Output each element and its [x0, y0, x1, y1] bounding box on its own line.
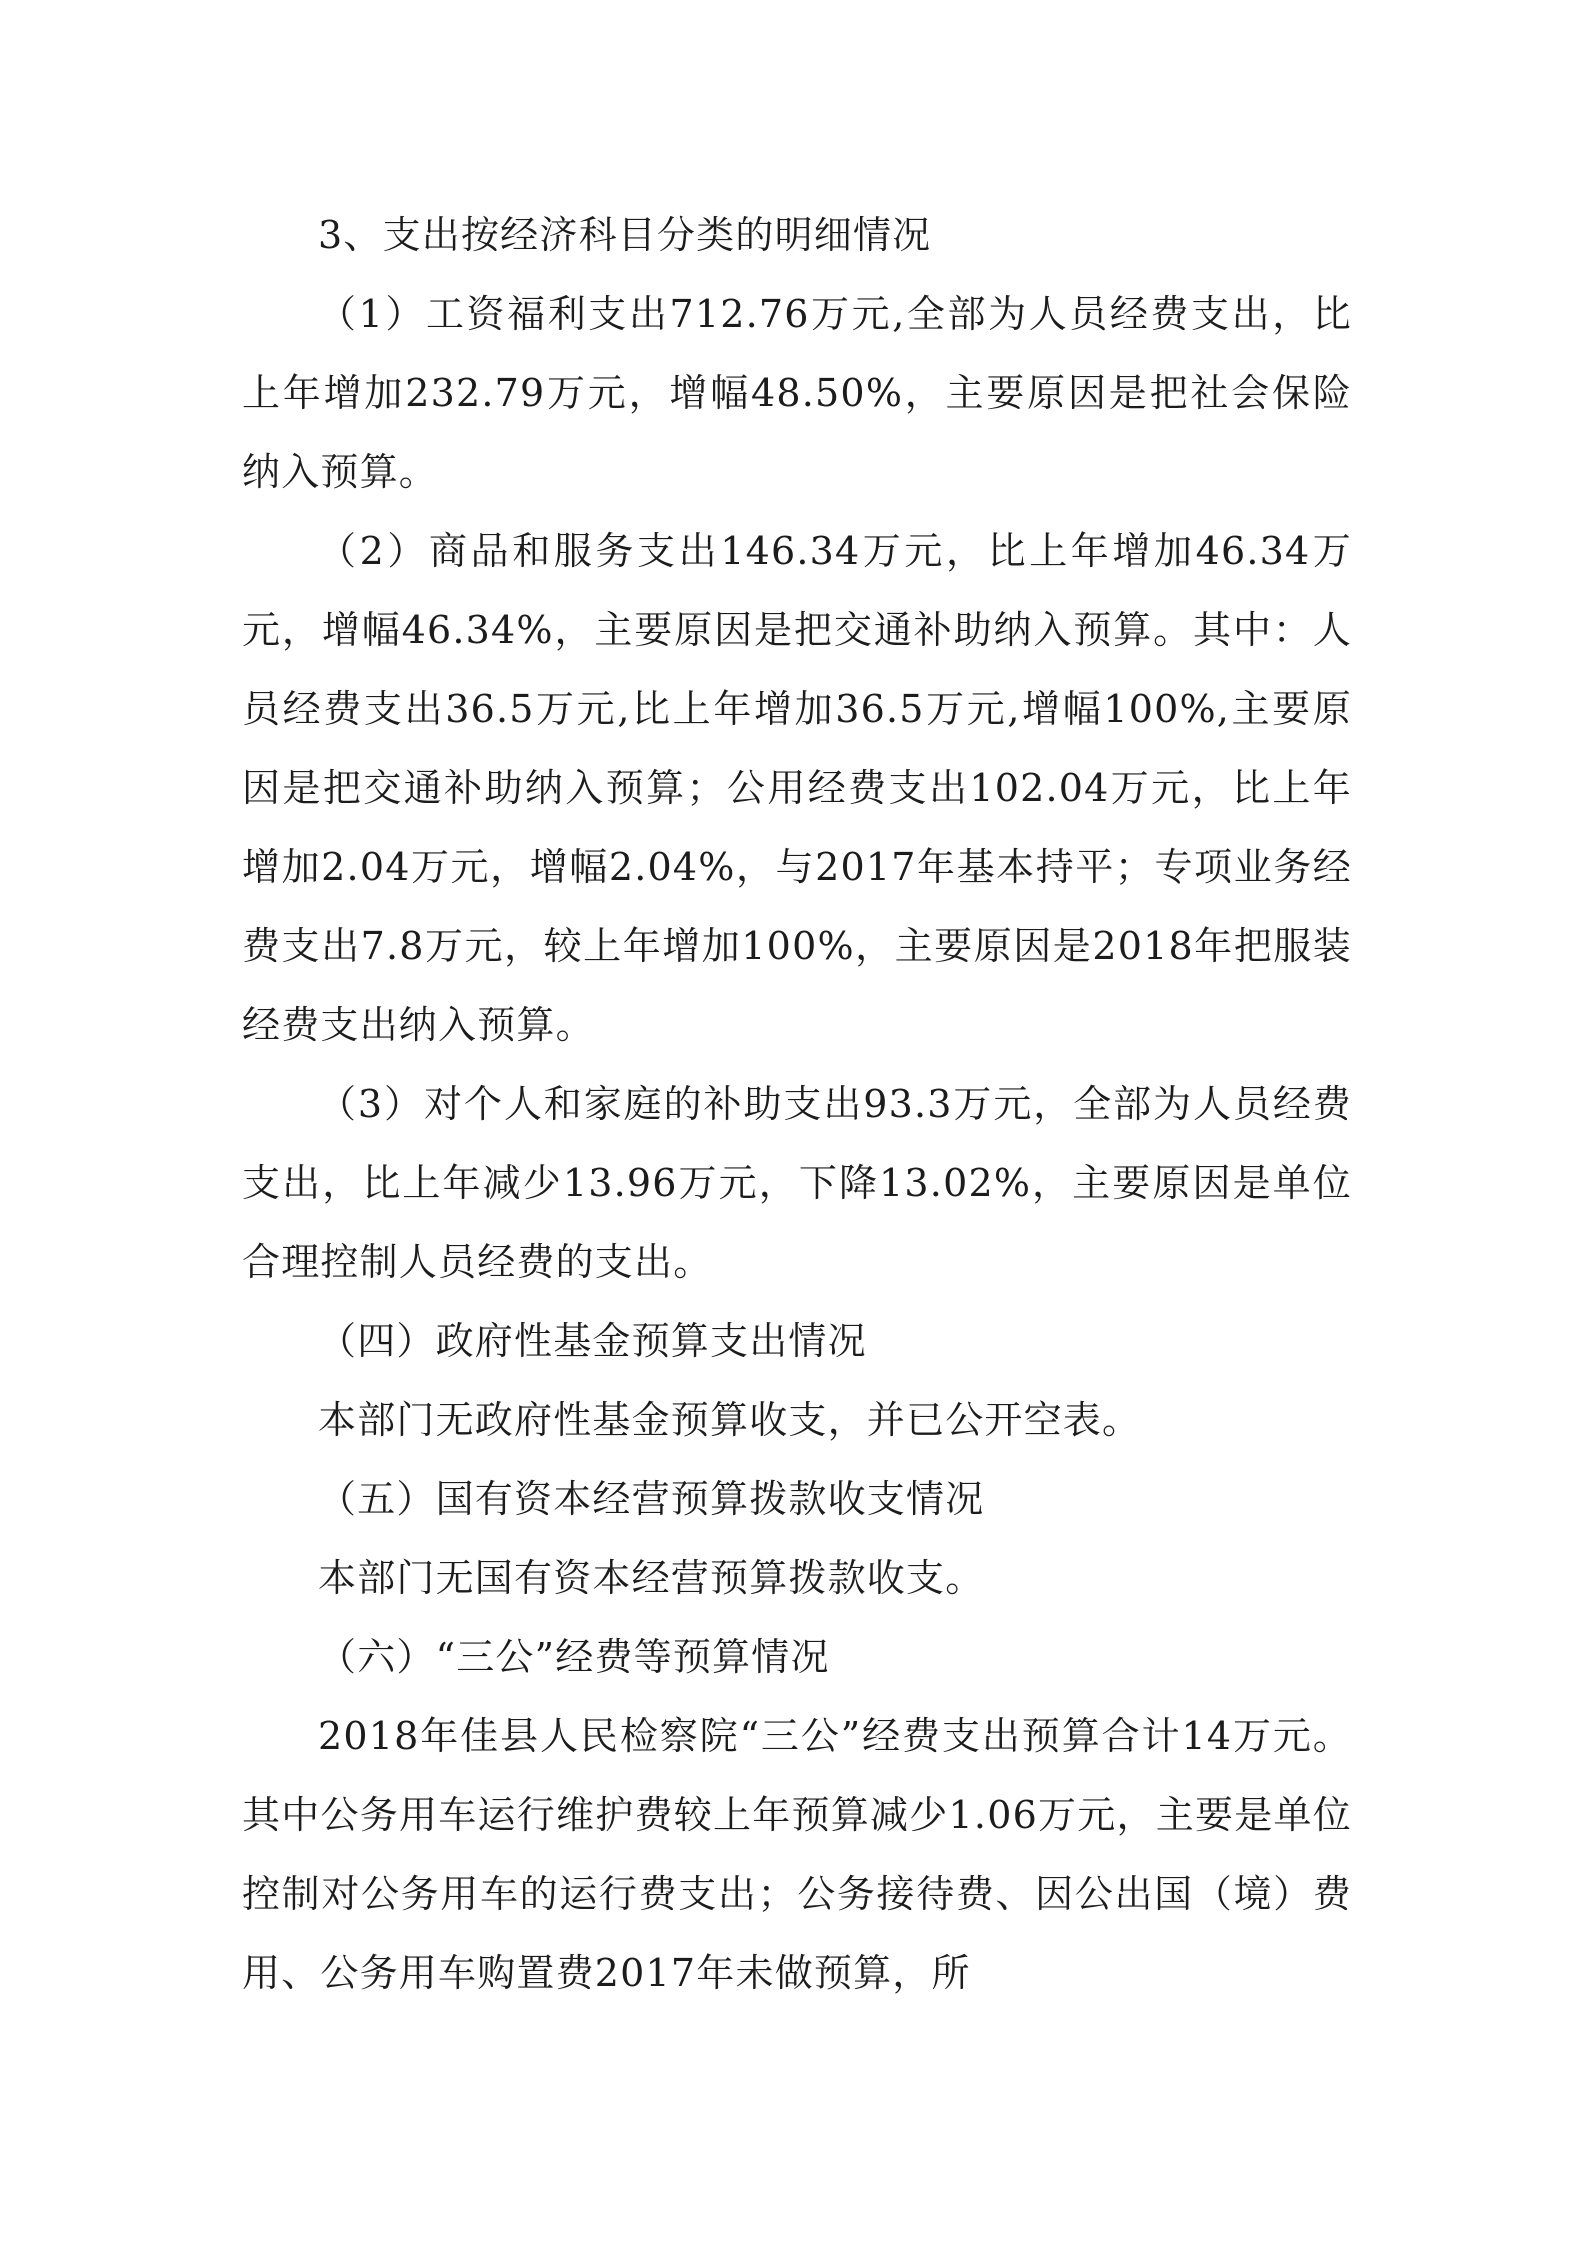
paragraph-salary-welfare: （1）工资福利支出712.76万元,全部为人员经费支出，比上年增加232.79万元，增幅48.50%，主要原因是把社会保险纳入预算。: [242, 292, 1352, 494]
document-body: [242, 196, 1352, 2013]
paragraph-state-capital: 本部门无国有资本经营预算拨款收支。: [318, 1556, 985, 1600]
heading-economic-classification: 3、支出按经济科目分类的明细情况: [318, 213, 932, 257]
paragraph-three-public-expenses: 2018年佳县人民检察院“三公”经费支出预算合计14万元。其中公务用车运行维护费较上年预算减少1.06万元，主要是单位控制对公务用车的运行费支出；公务接待费、因公出国（境）费用、公务用车购置费2017年未做预算，所: [242, 1714, 1352, 1995]
heading-three-public-expenses: （六）“三公”经费等预算情况: [318, 1635, 830, 1679]
paragraph-government-fund: 本部门无政府性基金预算收支，并已公开空表。: [318, 1398, 1142, 1442]
paragraph-goods-services: （2）商品和服务支出146.34万元，比上年增加46.34万元，增幅46.34%，主要原因是把交通补助纳入预算。其中：人员经费支出36.5万元,比上年增加36.5万元,增幅100%,主要原因是把交通补助纳入预算；公用经费支出102.04万元，比上年增加2.04万元，增幅2.04%，与2017年基本持平；专项业务经费支出7.8万元，较上年增加100%，主要原因是2018年把服装经费支出纳入预算。: [242, 529, 1352, 1047]
paragraph-household-subsidy: （3）对个人和家庭的补助支出93.3万元，全部为人员经费支出，比上年减少13.96万元，下降13.02%，主要原因是单位合理控制人员经费的支出。: [242, 1082, 1352, 1284]
heading-government-fund: （四）政府性基金预算支出情况: [318, 1319, 867, 1363]
heading-state-capital: （五）国有资本经营预算拨款收支情况: [318, 1477, 985, 1521]
